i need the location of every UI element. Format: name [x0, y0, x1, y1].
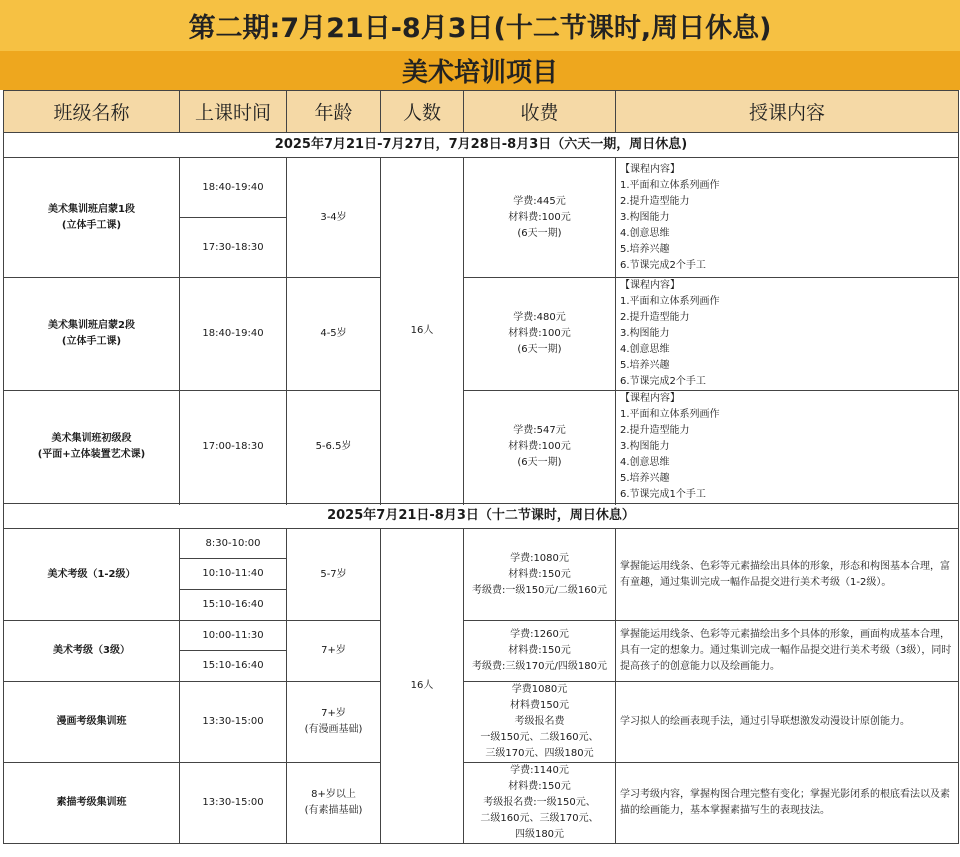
age-cell: 5-7岁	[287, 529, 381, 621]
class-name-cell: 素描考级集训班	[4, 763, 180, 844]
header-time: 上课时间	[180, 91, 287, 133]
header-headcount: 人数	[381, 91, 464, 133]
table-row	[4, 682, 959, 763]
program-title: 美术培训项目	[0, 51, 960, 90]
class-name-cell: 美术集训班启蒙2段 (立体手工课)	[4, 278, 180, 391]
period-title: 第二期:7月21日-8月3日(十二节课时,周日休息)	[0, 0, 960, 51]
header-fee: 收费	[464, 91, 616, 133]
time-cell: 10:00-11:30	[180, 621, 287, 651]
headcount-cell: 16人	[381, 529, 464, 844]
fee-cell: 学费:445元 材料费:100元 (6天一期)	[464, 158, 616, 278]
time-cell: 10:10-11:40	[180, 559, 287, 590]
table-row	[4, 158, 959, 218]
time-cell: 15:10-16:40	[180, 651, 287, 682]
class-name-cell: 漫画考级集训班	[4, 682, 180, 763]
fee-cell: 学费:1260元 材料费:150元 考级费:三级170元/四级180元	[464, 621, 616, 682]
age-cell: 7+岁	[287, 621, 381, 682]
section1-title: 2025年7月21日-7月27日，7月28日-8月3日（六天一期，周日休息)	[4, 133, 959, 158]
fee-cell: 学费:1080元 材料费:150元 考级费:一级150元/二级160元	[464, 529, 616, 621]
class-name-cell: 美术集训班初级段 (平面+立体装置艺术课)	[4, 391, 180, 504]
course-content-cell: 【课程内容】 1.平面和立体系列画作 2.提升造型能力 3.构图能力 4.创意思维 5.培养兴趣 6.节课完成2个手工	[616, 158, 959, 278]
time-cell: 18:40-19:40	[180, 158, 287, 218]
headcount-cell: 16人	[381, 158, 464, 504]
header-class-name: 班级名称	[4, 91, 180, 133]
age-cell: 5-6.5岁	[287, 391, 381, 504]
section2-title: 2025年7月21日-8月3日（十二节课时，周日休息）	[4, 504, 959, 529]
time-cell: 17:30-18:30	[180, 218, 287, 278]
table-row	[4, 391, 959, 504]
age-cell: 8+岁以上 (有素描基础)	[287, 763, 381, 844]
class-name-cell: 美术集训班启蒙1段 (立体手工课)	[4, 158, 180, 278]
age-cell: 4-5岁	[287, 278, 381, 391]
course-content-cell: 学习考级内容，掌握构图合理完整有变化；掌握光影闭系的根底看法以及素描的绘画能力，基本掌握素描写生的表现技法。	[616, 763, 959, 844]
schedule-table	[3, 90, 959, 844]
age-cell: 3-4岁	[287, 158, 381, 278]
section-row	[4, 504, 959, 529]
time-cell: 15:10-16:40	[180, 590, 287, 621]
header-age: 年龄	[287, 91, 381, 133]
table-row	[4, 763, 959, 844]
course-content-cell: 【课程内容】 1.平面和立体系列画作 2.提升造型能力 3.构图能力 4.创意思维 5.培养兴趣 6.节课完成1个手工	[616, 391, 959, 504]
class-name-cell: 美术考级（3级）	[4, 621, 180, 682]
time-cell: 17:00-18:30	[180, 391, 287, 504]
table-row	[4, 278, 959, 391]
course-content-cell: 【课程内容】 1.平面和立体系列画作 2.提升造型能力 3.构图能力 4.创意思维 5.培养兴趣 6.节课完成2个手工	[616, 278, 959, 391]
course-content-cell: 掌握能运用线条、色彩等元素描绘出多个具体的形象，画面构成基本合理，具有一定的想象力。通过集训完成一幅作品提交进行美术考级（3级），同时提高孩子的创意能力以及绘画能力。	[616, 621, 959, 682]
time-cell: 13:30-15:00	[180, 682, 287, 763]
table-row	[4, 529, 959, 559]
header-content: 授课内容	[616, 91, 959, 133]
fee-cell: 学费:480元 材料费:100元 (6天一期)	[464, 278, 616, 391]
fee-cell: 学费1080元 材料费150元 考级报名费 一级150元、二级160元、 三级170元、四级180元	[464, 682, 616, 763]
class-name-cell: 美术考级（1-2级）	[4, 529, 180, 621]
fee-cell: 学费:1140元 材料费:150元 考级报名费:一级150元、 二级160元、三级170元、 四级180元	[464, 763, 616, 844]
time-cell: 8:30-10:00	[180, 529, 287, 559]
header-row	[4, 91, 959, 133]
time-cell: 13:30-15:00	[180, 763, 287, 844]
table-row	[4, 621, 959, 651]
time-cell: 18:40-19:40	[180, 278, 287, 391]
course-content-cell: 掌握能运用线条、色彩等元素描绘出具体的形象，形态和构图基本合理，富有童趣，通过集训完成一幅作品提交进行美术考级（1-2级）。	[616, 529, 959, 621]
section-row	[4, 133, 959, 158]
fee-cell: 学费:547元 材料费:100元 (6天一期)	[464, 391, 616, 504]
course-content-cell: 学习拟人的绘画表现手法，通过引导联想激发动漫设计原创能力。	[616, 682, 959, 763]
age-cell: 7+岁 (有漫画基础)	[287, 682, 381, 763]
